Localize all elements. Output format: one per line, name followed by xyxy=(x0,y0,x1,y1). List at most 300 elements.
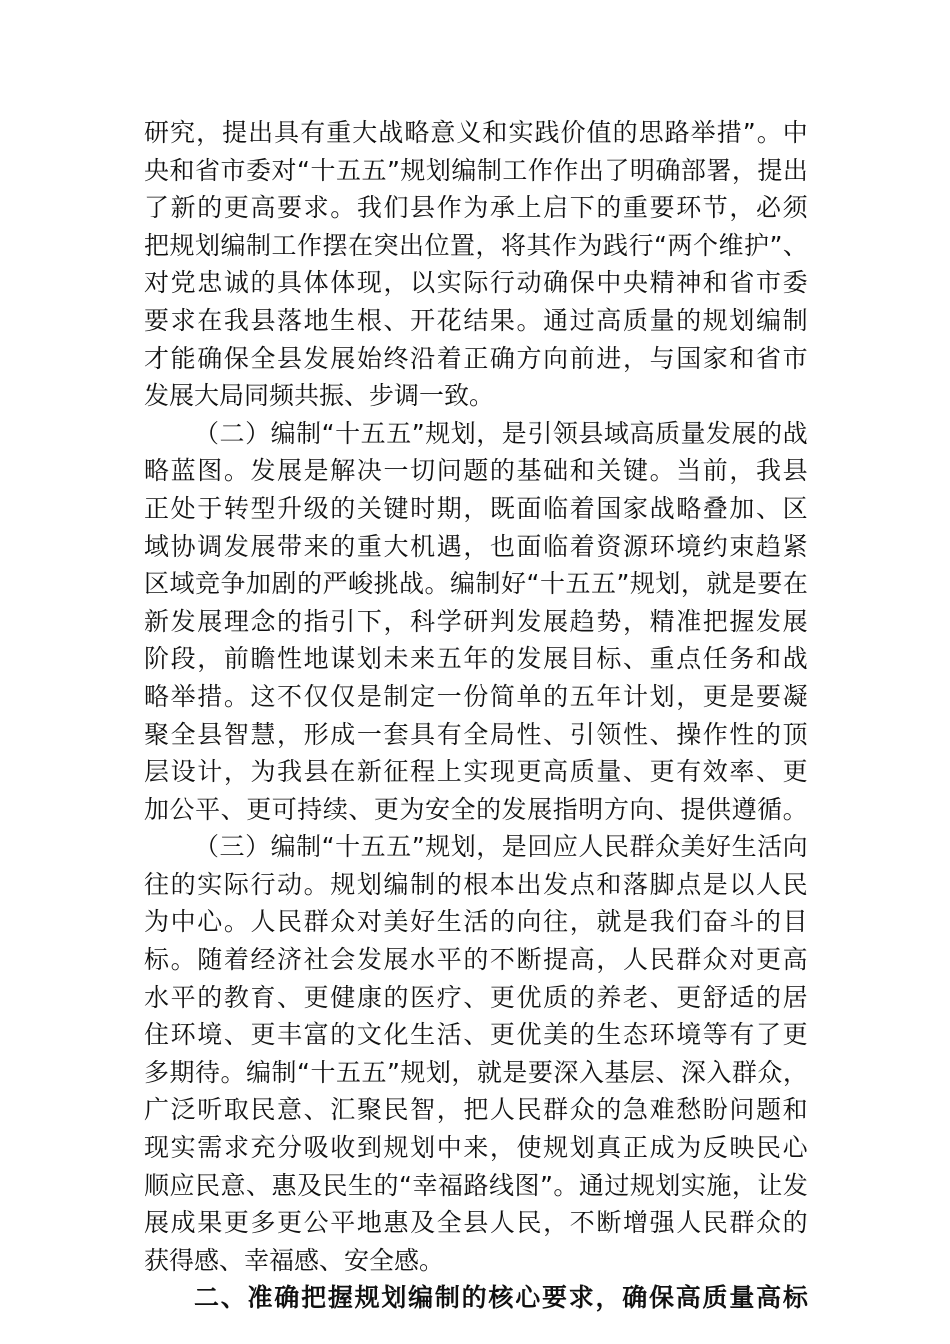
glyph: 待 xyxy=(195,1057,221,1087)
glyph: 处 xyxy=(170,493,196,523)
glyph: 现 xyxy=(489,757,515,787)
glyph: 分 xyxy=(277,1133,303,1163)
glyph: 强 xyxy=(649,1208,675,1238)
glyph: 民 xyxy=(702,1208,728,1238)
glyph: 奋 xyxy=(702,907,728,937)
glyph: 峻 xyxy=(348,569,374,599)
glyph: 健 xyxy=(330,982,356,1012)
text-line xyxy=(144,340,808,378)
glyph: 提 xyxy=(543,945,569,975)
glyph: 编 xyxy=(408,1283,434,1313)
glyph: 脚 xyxy=(649,869,675,899)
glyph: 县 xyxy=(463,1208,489,1238)
glyph: 惠 xyxy=(383,1208,409,1238)
glyph: 具 xyxy=(277,268,303,298)
glyph: 题 xyxy=(463,456,489,486)
glyph: 与 xyxy=(649,343,675,373)
glyph: 前 xyxy=(569,343,595,373)
glyph: 五 xyxy=(386,832,412,862)
glyph: 规 xyxy=(702,305,728,335)
glyph: ， xyxy=(729,193,755,223)
glyph: 遵 xyxy=(731,794,757,824)
glyph: 时 xyxy=(410,493,436,523)
glyph: 教 xyxy=(223,982,249,1012)
glyph: 瞻 xyxy=(250,644,276,674)
glyph: 居 xyxy=(782,982,808,1012)
glyph: 党 xyxy=(170,268,196,298)
glyph: 二 xyxy=(219,418,245,448)
glyph: 有 xyxy=(436,719,462,749)
glyph: 作 xyxy=(702,719,728,749)
glyph: 未 xyxy=(383,644,409,674)
glyph: 央 xyxy=(622,268,648,298)
glyph: 忠 xyxy=(197,268,223,298)
glyph: 十 xyxy=(335,418,361,448)
glyph: 剧 xyxy=(271,569,297,599)
glyph: 个 xyxy=(692,230,718,260)
glyph: 着 xyxy=(436,343,462,373)
glyph: 具 xyxy=(410,719,436,749)
glyph: 平 xyxy=(330,1208,356,1238)
glyph: 规 xyxy=(330,869,356,899)
text-line xyxy=(144,302,808,340)
glyph: 顶 xyxy=(782,719,808,749)
glyph: 遇 xyxy=(436,531,462,561)
glyph: 。 xyxy=(223,907,249,937)
glyph: 性 xyxy=(729,719,755,749)
glyph: 作 xyxy=(527,155,553,185)
glyph: 域 xyxy=(603,418,629,448)
glyph: 路 xyxy=(463,1170,489,1200)
glyph: 活 xyxy=(757,832,783,862)
glyph: 发 xyxy=(356,945,382,975)
glyph: 单 xyxy=(516,681,542,711)
glyph: 根 xyxy=(356,305,382,335)
glyph: 的 xyxy=(782,1208,808,1238)
glyph: 规 xyxy=(629,1170,655,1200)
glyph: 富 xyxy=(303,1020,329,1050)
glyph: 学 xyxy=(436,606,462,636)
glyph: 的 xyxy=(476,794,502,824)
glyph: 人 xyxy=(756,869,782,899)
glyph: 五 xyxy=(565,569,591,599)
glyph: 、 xyxy=(649,982,675,1012)
glyph: 要 xyxy=(541,1283,567,1313)
text-line xyxy=(144,716,808,754)
glyph: 握 xyxy=(327,1283,353,1313)
glyph: 层 xyxy=(144,757,170,787)
glyph: 美 xyxy=(383,907,409,937)
glyph: 的 xyxy=(170,869,196,899)
glyph: 值 xyxy=(586,118,612,147)
glyph: ， xyxy=(729,456,755,486)
glyph: “ xyxy=(526,569,540,599)
text-line xyxy=(144,603,808,641)
glyph: ， xyxy=(277,719,303,749)
glyph: ， xyxy=(436,1095,462,1125)
glyph: 民 xyxy=(383,1095,409,1125)
glyph: 点 xyxy=(676,869,702,899)
glyph: 国 xyxy=(596,493,622,523)
glyph: 及 xyxy=(297,1170,323,1200)
glyph: 群 xyxy=(543,1095,569,1125)
glyph: 规 xyxy=(354,1283,380,1313)
glyph: 决 xyxy=(356,456,382,486)
glyph: 位 xyxy=(424,230,450,260)
glyph: 的 xyxy=(596,1095,622,1125)
glyph: “ xyxy=(321,418,335,448)
glyph: 题 xyxy=(756,1095,782,1125)
glyph: 映 xyxy=(729,1133,755,1163)
glyph: 来 xyxy=(463,1133,489,1163)
glyph: 疗 xyxy=(436,982,462,1012)
glyph: 把 xyxy=(463,1095,489,1125)
glyph: 制 xyxy=(246,230,272,260)
glyph: 国 xyxy=(676,343,702,373)
text-line xyxy=(144,227,808,265)
glyph: ” xyxy=(769,230,783,260)
glyph: 承 xyxy=(489,193,515,223)
glyph: 划 xyxy=(410,1133,436,1163)
glyph: 是 xyxy=(303,456,329,486)
glyph: 应 xyxy=(552,832,578,862)
glyph: 有 xyxy=(676,757,702,787)
glyph: 定 xyxy=(410,681,436,711)
glyph: 群 xyxy=(731,1057,757,1087)
glyph: 摆 xyxy=(322,230,348,260)
glyph: 提 xyxy=(680,794,706,824)
glyph: 聚 xyxy=(356,1095,382,1125)
glyph: 其 xyxy=(526,230,552,260)
glyph: 划 xyxy=(425,1057,451,1087)
glyph: 收 xyxy=(330,1133,356,1163)
glyph: 福 xyxy=(437,1170,463,1200)
glyph: 制 xyxy=(782,305,808,335)
glyph: 任 xyxy=(702,644,728,674)
glyph: 的 xyxy=(612,118,638,147)
text-line: 发展大局同频共振、步调一致。 xyxy=(144,381,495,411)
glyph: 新 xyxy=(170,193,196,223)
glyph: 核 xyxy=(488,1283,514,1313)
glyph: ” xyxy=(411,832,425,862)
glyph: 的 xyxy=(569,982,595,1012)
glyph: ， xyxy=(676,681,702,711)
glyph: 性 xyxy=(516,719,542,749)
glyph: 结 xyxy=(463,305,489,335)
glyph: 图 xyxy=(514,1170,540,1200)
glyph: 着 xyxy=(223,945,249,975)
glyph: 惠 xyxy=(271,1170,297,1200)
glyph: 量 xyxy=(680,418,706,448)
glyph: 方 xyxy=(516,343,542,373)
glyph: 市 xyxy=(782,343,808,373)
glyph: 优 xyxy=(516,1020,542,1050)
glyph: 践 xyxy=(534,118,560,147)
glyph: 和 xyxy=(756,644,782,674)
glyph: 于 xyxy=(197,493,223,523)
glyph: 全 xyxy=(463,719,489,749)
glyph: 战 xyxy=(782,644,808,674)
glyph: 这 xyxy=(250,681,276,711)
glyph: 美 xyxy=(543,1020,569,1050)
glyph: 规 xyxy=(400,1057,426,1087)
glyph: 制 xyxy=(271,1057,297,1087)
text-line xyxy=(144,791,808,829)
glyph: 和 xyxy=(729,343,755,373)
glyph: ， xyxy=(383,606,409,636)
glyph: 县 xyxy=(303,757,329,787)
glyph: 的 xyxy=(330,493,356,523)
glyph: 的 xyxy=(330,1020,356,1050)
glyph: 地 xyxy=(356,1208,382,1238)
glyph: 持 xyxy=(297,794,323,824)
glyph: 前 xyxy=(702,456,728,486)
glyph: 、 xyxy=(622,644,648,674)
glyph: 目 xyxy=(569,644,595,674)
glyph: 人 xyxy=(250,907,276,937)
glyph: 切 xyxy=(410,456,436,486)
glyph: 增 xyxy=(622,1208,648,1238)
text-line xyxy=(144,828,808,866)
glyph: 五 xyxy=(360,418,386,448)
glyph: 束 xyxy=(729,531,755,561)
glyph: 作 xyxy=(436,193,462,223)
glyph: 在 xyxy=(348,230,374,260)
glyph: 准 xyxy=(247,1283,273,1313)
glyph: 通 xyxy=(543,305,569,335)
glyph: 确 xyxy=(543,268,569,298)
glyph: 。 xyxy=(303,869,329,899)
glyph: 准 xyxy=(676,606,702,636)
glyph: ， xyxy=(569,907,595,937)
glyph: 更 xyxy=(649,757,675,787)
glyph: 质 xyxy=(654,418,680,448)
glyph: （ xyxy=(194,832,220,862)
glyph: 阶 xyxy=(144,644,170,674)
glyph: 大 xyxy=(383,531,409,561)
glyph: 央 xyxy=(144,155,170,185)
glyph: 展 xyxy=(782,606,808,636)
glyph: “ xyxy=(297,155,310,185)
glyph: ， xyxy=(543,1208,569,1238)
glyph: 。 xyxy=(223,681,249,711)
glyph: 争 xyxy=(220,569,246,599)
glyph: ， xyxy=(475,230,501,260)
text-line xyxy=(144,903,808,941)
glyph: 育 xyxy=(250,982,276,1012)
glyph: 众 xyxy=(702,945,728,975)
glyph: 就 xyxy=(476,1057,502,1087)
glyph: 发 xyxy=(756,606,782,636)
glyph: 、 xyxy=(756,757,782,787)
glyph: 市 xyxy=(220,155,246,185)
glyph: 心 xyxy=(197,907,223,937)
text-line xyxy=(144,678,808,716)
glyph: 重 xyxy=(356,531,382,561)
glyph: 更 xyxy=(516,757,542,787)
glyph: 养 xyxy=(596,982,622,1012)
glyph: 署 xyxy=(706,155,732,185)
glyph: 把 xyxy=(702,606,728,636)
glyph: 。 xyxy=(756,118,782,147)
text-line xyxy=(144,866,808,904)
glyph: 要 xyxy=(649,193,675,223)
glyph: 在 xyxy=(782,569,808,599)
glyph: 略 xyxy=(144,681,170,711)
glyph: 入 xyxy=(706,1057,732,1087)
glyph: 调 xyxy=(197,531,223,561)
glyph: 编 xyxy=(246,1057,272,1087)
glyph: 临 xyxy=(543,493,569,523)
glyph: 五 xyxy=(590,569,616,599)
glyph: 公 xyxy=(169,794,195,824)
glyph: 战 xyxy=(649,493,675,523)
glyph: 划 xyxy=(195,230,221,260)
glyph: 展 xyxy=(330,343,356,373)
glyph: 领 xyxy=(596,719,622,749)
glyph: 我 xyxy=(223,305,249,335)
glyph: 、 xyxy=(782,230,808,260)
glyph: 指 xyxy=(552,794,578,824)
glyph: 面 xyxy=(516,531,542,561)
glyph: 来 xyxy=(410,644,436,674)
glyph: 。 xyxy=(649,456,675,486)
glyph: 我 xyxy=(649,907,675,937)
glyph: 县 xyxy=(782,456,808,486)
glyph: 人 xyxy=(622,945,648,975)
glyph: 生 xyxy=(596,1020,622,1050)
glyph: 制 xyxy=(383,681,409,711)
glyph: 要 xyxy=(756,681,782,711)
glyph: 有 xyxy=(300,118,326,147)
glyph: ， xyxy=(223,757,249,787)
glyph: 转 xyxy=(223,493,249,523)
glyph: 境 xyxy=(676,1020,702,1050)
glyph: 县 xyxy=(578,418,604,448)
glyph: 是 xyxy=(729,681,755,711)
glyph: 。 xyxy=(170,945,196,975)
glyph: 生 xyxy=(410,1020,436,1050)
glyph: 、 xyxy=(348,794,374,824)
glyph: 制 xyxy=(434,1283,460,1313)
glyph: 规 xyxy=(425,832,451,862)
glyph: 就 xyxy=(706,569,732,599)
glyph: 将 xyxy=(501,230,527,260)
glyph: 出 xyxy=(248,118,274,147)
glyph: 规 xyxy=(383,1133,409,1163)
glyph: 基 xyxy=(604,1057,630,1087)
glyph: 要 xyxy=(277,193,303,223)
glyph: 是 xyxy=(501,832,527,862)
glyph: 是 xyxy=(356,681,382,711)
glyph: 成 xyxy=(170,1208,196,1238)
glyph: 关 xyxy=(356,493,382,523)
glyph: 才 xyxy=(144,343,170,373)
glyph: 理 xyxy=(223,606,249,636)
text-line xyxy=(144,1167,808,1205)
glyph: 域 xyxy=(144,531,170,561)
glyph: 质 xyxy=(543,982,569,1012)
glyph: 关 xyxy=(596,456,622,486)
glyph: 出 xyxy=(782,155,808,185)
glyph: 举 xyxy=(170,681,196,711)
glyph: 安 xyxy=(425,794,451,824)
glyph: 断 xyxy=(596,1208,622,1238)
glyph: 问 xyxy=(436,456,462,486)
glyph: 行 xyxy=(628,230,654,260)
glyph: 全 xyxy=(250,343,276,373)
glyph: 明 xyxy=(629,155,655,185)
glyph: 群 xyxy=(676,945,702,975)
glyph: 平 xyxy=(170,982,196,1012)
text-line xyxy=(144,1091,808,1129)
glyph: 以 xyxy=(729,869,755,899)
glyph: 民 xyxy=(195,1170,221,1200)
glyph: ， xyxy=(622,606,648,636)
glyph: 的 xyxy=(250,268,276,298)
glyph: 性 xyxy=(622,719,648,749)
glyph: 。 xyxy=(424,569,450,599)
glyph: 区 xyxy=(782,493,808,523)
glyph: 丰 xyxy=(277,1020,303,1050)
glyph: 出 xyxy=(578,155,604,185)
glyph: 们 xyxy=(383,193,409,223)
glyph: 为 xyxy=(577,230,603,260)
glyph: 发 xyxy=(250,456,276,486)
glyph: 握 xyxy=(729,606,755,636)
glyph: 来 xyxy=(303,531,329,561)
glyph: 量 xyxy=(649,305,675,335)
glyph: 的 xyxy=(330,531,356,561)
glyph: 展 xyxy=(543,644,569,674)
glyph: 须 xyxy=(782,193,808,223)
glyph: 提 xyxy=(757,155,783,185)
glyph: 、 xyxy=(654,794,680,824)
glyph: “ xyxy=(321,832,335,862)
glyph: 全 xyxy=(450,794,476,824)
glyph: 保 xyxy=(649,1283,675,1313)
glyph: 实 xyxy=(680,1170,706,1200)
glyph: 群 xyxy=(629,832,655,862)
glyph: 部 xyxy=(680,155,706,185)
glyph: ， xyxy=(476,418,502,448)
glyph: 正 xyxy=(622,1133,648,1163)
glyph: 上 xyxy=(516,193,542,223)
glyph: 落 xyxy=(277,305,303,335)
glyph: 态 xyxy=(622,1020,648,1050)
glyph: 的 xyxy=(297,569,323,599)
glyph: 断 xyxy=(516,945,542,975)
glyph: 确 xyxy=(655,155,681,185)
text-line: 获得感、幸福感、安全感。 xyxy=(144,1245,445,1275)
glyph: 生 xyxy=(436,907,462,937)
glyph: 域 xyxy=(169,569,195,599)
glyph: 对 xyxy=(271,155,297,185)
glyph: 家 xyxy=(622,493,648,523)
glyph: 神 xyxy=(676,268,702,298)
glyph: 础 xyxy=(543,456,569,486)
glyph: 高 xyxy=(250,193,276,223)
glyph: 叠 xyxy=(702,493,728,523)
glyph: 进 xyxy=(596,343,622,373)
glyph: 、 xyxy=(463,1020,489,1050)
glyph: 众 xyxy=(757,1057,783,1087)
glyph: 两 xyxy=(667,230,693,260)
glyph: 竞 xyxy=(195,569,221,599)
glyph: 有 xyxy=(729,1020,755,1050)
glyph: 战 xyxy=(378,118,404,147)
glyph: 发 xyxy=(223,531,249,561)
